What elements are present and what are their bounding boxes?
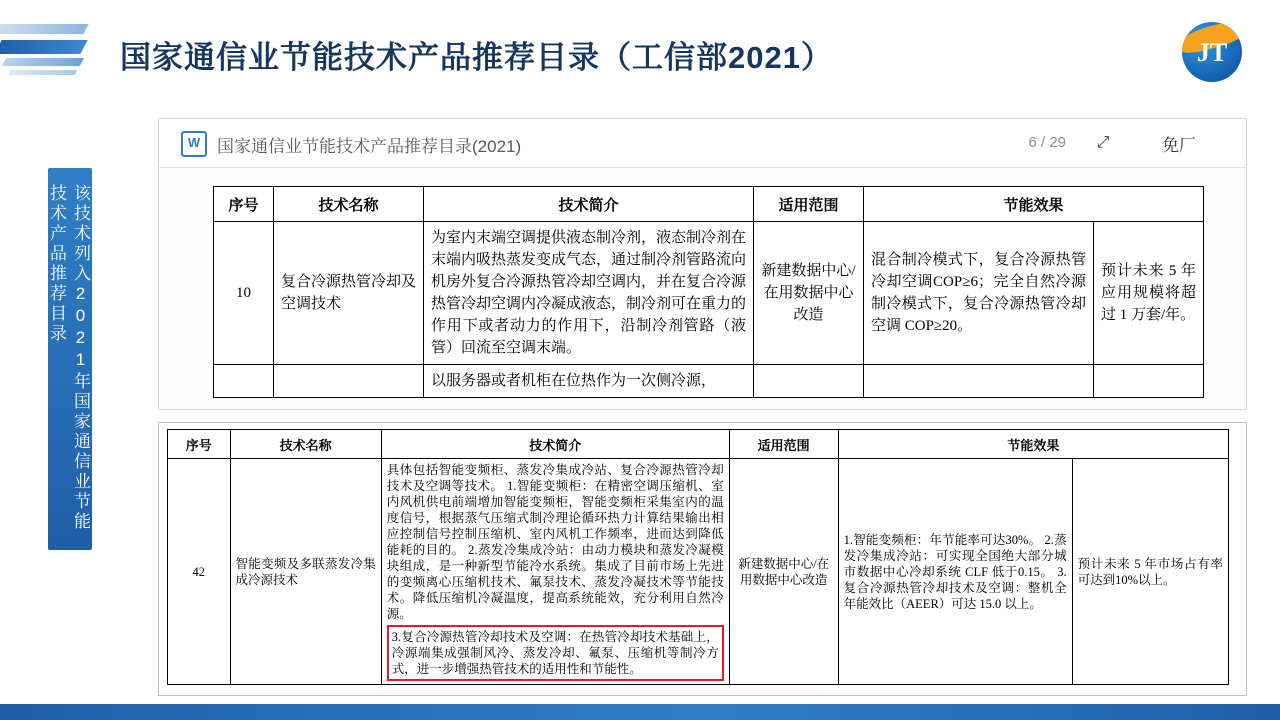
company-logo-icon — [1182, 22, 1242, 82]
cell-name: 复合冷源热管冷却及空调技术 — [274, 222, 424, 365]
document-viewer — [158, 118, 1247, 410]
cell-effect-2: 预计未来 5 年市场占有率可达到10%以上。 — [1072, 459, 1228, 685]
cell-scope — [754, 365, 864, 398]
cell-intro: 以服务器或者机柜在位热作为一次侧冷源， — [424, 365, 754, 398]
cell-effect-1 — [864, 365, 1094, 398]
free-download-button[interactable]: 免厂 — [1162, 136, 1196, 155]
col-header-effect: 节能效果 — [864, 187, 1204, 222]
cell-no — [214, 365, 274, 398]
table-header-row — [214, 187, 1204, 222]
cell-intro-highlight: 3.复合冷源热管冷却技术及空调：在热管冷却技术基础上，冷源端集成强制风冷、蒸发冷却、氟泵、压缩机等制冷方式，进一步增强热管技术的适用性和节能性。 — [387, 625, 724, 681]
page-title: 国家通信业节能技术产品推荐目录（工信部2021） — [120, 40, 833, 75]
cell-intro-main: 具体包括智能变频柜、蒸发冷集成冷站、复合冷源热管冷却技术及空调等技术。 1.智能变频柜：在精密空调压缩机、室内风机供电前端增加智能变频柜，智能变频柜采集室内的温度信号，根据蒸气压缩式制冷理论循环热力计算结果输出相应控制信号控制压缩机、室内风机工作频率，进而达到降低能耗的目的。 2.蒸发冷集成冷站：由动力模块和蒸发冷凝模块组成，是一种新型节能冷水系统。集成了目前市场上先进的变频离心压缩机技术、氟泵技术、蒸发冷凝技术等节能技术。降低压缩机冷凝温度，提高系统能效，充分利用自然冷源。 — [386, 463, 724, 621]
cell-no: 10 — [214, 222, 274, 365]
col-header-scope: 适用范围 — [754, 187, 864, 222]
col-header-name: 技术名称 — [230, 430, 381, 459]
cell-scope: 新建数据中心/在用数据中心改造 — [754, 222, 864, 365]
header-decoration-icon — [0, 18, 100, 80]
table-row — [214, 222, 1204, 365]
col-header-no: 序号 — [214, 187, 274, 222]
col-header-intro: 技术简介 — [424, 187, 754, 222]
col-header-intro: 技术简介 — [381, 430, 729, 459]
word-file-icon: W — [181, 131, 207, 157]
document-page — [159, 168, 1246, 410]
cell-effect-1: 混合制冷模式下，复合冷源热管冷却空调COP≥6；完全自然冷源制冷模式下，复合冷源热管冷却空调 COP≥20。 — [864, 222, 1094, 365]
recommendation-table-top — [213, 186, 1204, 398]
side-tab-label: 该技术列入2021年国家通信业节能技术产品推荐目录 — [47, 184, 90, 532]
side-tab — [48, 168, 92, 550]
table-row — [214, 365, 1204, 398]
cell-effect-2 — [1094, 365, 1204, 398]
recommendation-table-bottom — [167, 429, 1229, 685]
col-header-scope: 适用范围 — [729, 430, 838, 459]
col-header-effect: 节能效果 — [838, 430, 1228, 459]
expand-icon[interactable]: ⤢ — [1096, 134, 1110, 151]
footer-strip — [0, 704, 1280, 720]
cell-effect-2: 预计未来 5 年应用规模将超过 1 万套/年。 — [1094, 222, 1204, 365]
document-viewer-toolbar — [159, 119, 1246, 168]
table-header-row — [168, 430, 1229, 459]
cell-no: 42 — [168, 459, 231, 685]
cell-intro: 为室内末端空调提供液态制冷剂，液态制冷剂在末端内吸热蒸发变成气态，通过制冷剂管路流向机房外复合冷源热管冷却空调内，并在复合冷源热管冷却空调内冷凝成液态，制冷剂可在重力的作用下或者动力的作用下，沿制冷剂管路（液管）回流至空调末端。 — [424, 222, 754, 365]
page-indicator: 6 / 29 — [1028, 134, 1066, 151]
cell-name: 智能变频及多联蒸发冷集成冷源技术 — [230, 459, 381, 685]
document-title: 国家通信业节能技术产品推荐目录(2021) — [217, 137, 522, 156]
cell-intro — [381, 459, 729, 685]
cell-effect-1: 1.智能变频柜：年节能率可达30%。 2.蒸发冷集成冷站：可实现全国绝大部分城市数据中心冷却系统 CLF 低于0.15。 3.复合冷源热管冷却技术及空调：整机全年能效比（AEER）可达 15.0 以上。 — [838, 459, 1072, 685]
document-excerpt-bottom — [158, 422, 1247, 696]
col-header-no: 序号 — [168, 430, 231, 459]
logo-glyph: JT — [1196, 38, 1228, 67]
table-row — [168, 459, 1229, 685]
slide-header — [0, 0, 1280, 100]
cell-scope: 新建数据中心/在用数据中心改造 — [729, 459, 838, 685]
cell-name — [274, 365, 424, 398]
col-header-name: 技术名称 — [274, 187, 424, 222]
